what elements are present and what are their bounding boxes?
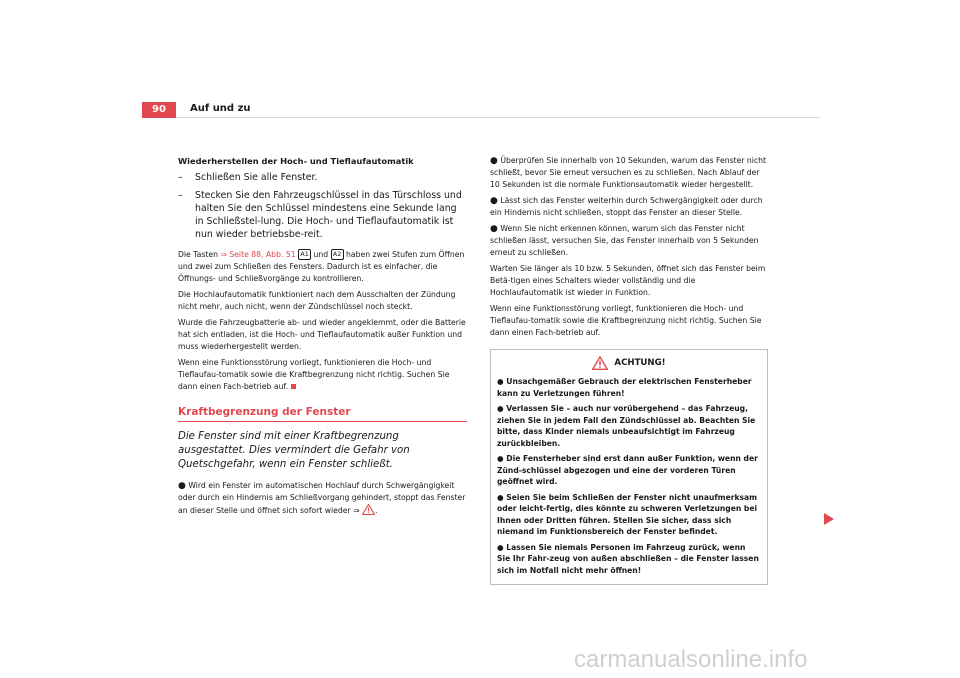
- warning-triangle-icon: [362, 504, 378, 515]
- step-text: Stecken Sie den Fahrzeugschlüssel in das Türschloss und halten Sie den Schlüssel mindestens eine Sekunde lang in Schließstel-lung. Die Hoch- und Tieflaufautomatik ist nun wieder betriebsbe-reit.: [195, 190, 462, 240]
- bullet-icon: ●: [497, 542, 504, 552]
- warning-text: Seien Sie beim Schließen der Fenster nicht unaufmerksam oder leicht-fertig, dies könnte zu schweren Verletzungen bei Ihnen oder Dritten führen. Stellen Sie sicher, dass sich niemand im Funktionsbereich der Fenster befindet.: [497, 492, 758, 536]
- warning-item: [497, 403, 761, 449]
- bullet-item: [178, 480, 467, 517]
- paragraph-text: Wenn eine Funktionsstörung vorliegt, funktionieren die Hoch- und Tieflaufau-tomatik sowie die Kraftbegrenzung nicht richtig. Suchen Sie dann einen Fach-betrieb auf.: [178, 358, 450, 391]
- bullet-item: [490, 155, 768, 191]
- warning-text: Lassen Sie niemals Personen im Fahrzeug zurück, wenn Sie Ihr Fahr-zeug von außen abschließen – die Fenster lassen sich im Notfall nicht mehr öffnen!: [497, 542, 759, 575]
- subsection-heading: Wiederherstellen der Hoch- und Tieflaufautomatik: [178, 156, 414, 166]
- bullet-text: Wenn Sie nicht erkennen können, warum sich das Fenster nicht schließen lässt, versuchen Sie, das Fenster innerhalb von 5 Sekunden erneut zu schließen.: [490, 224, 759, 257]
- bullet-icon: ●: [178, 481, 186, 491]
- bullet-item: [490, 223, 768, 259]
- paragraph-battery: Wurde die Fahrzeugbatterie ab- und wieder angeklemmt, oder die Batterie hat sich entladen, ist die Hoch- und Tieflaufautomatik außer Funktion und muss wiederhergestellt werden.: [178, 318, 466, 351]
- paragraph-ignition: Die Hochlaufautomatik funktioniert nach dem Ausschalten der Zündung nicht mehr, auch nicht, wenn der Zündschlüssel noch steckt.: [178, 290, 456, 311]
- bullet-icon: ●: [490, 224, 498, 234]
- paragraph-text: haben zwei Stufen zum Öffnen und zwei zum Schließen des Fensters. Dadurch ist es einfacher, die Öffnungs- und Schließvorgänge zu kontrollieren.: [178, 250, 465, 283]
- watermark: carmanualsonline.info: [574, 646, 808, 673]
- paragraph-text: und: [311, 250, 331, 259]
- section-intro: Die Fenster sind mit einer Kraftbegrenzung ausgestattet. Dies vermindert die Gefahr von Quetschgefahr, wenn ein Fenster schließt.: [178, 431, 410, 470]
- end-mark-icon: [291, 384, 296, 389]
- bullet-text: Lässt sich das Fenster weiterhin durch Schwergängigkeit oder durch ein Hindernis nicht schließen, stoppt das Fenster an dieser Stelle.: [490, 196, 763, 217]
- warning-text: Verlassen Sie – auch nur vorübergehend – das Fahrzeug, ziehen Sie in jedem Fall den Zündschlüssel ab. Beachten Sie bitte, dass Kinder niemals unbeaufsichtigt im Fahrzeug zurückbleiben.: [497, 404, 756, 448]
- page-title: Auf und zu: [190, 103, 251, 114]
- warning-text: Unsachgemäßer Gebrauch der elektrischen Fensterheber kann zu Verletzungen führen!: [497, 377, 752, 398]
- header-rule: [176, 117, 820, 118]
- warning-item: [497, 453, 761, 488]
- step-1: [178, 171, 467, 184]
- warning-box: [490, 349, 768, 585]
- section-heading: Kraftbegrenzung der Fenster: [178, 406, 467, 422]
- bullet-end: .: [375, 506, 378, 515]
- warning-text: Die Fensterheber sind erst dann außer Funktion, wenn der Zünd-schlüssel abgezogen und eine der vorderen Türen geöffnet wird.: [497, 454, 758, 486]
- paragraph-text: Die Tasten: [178, 250, 221, 259]
- page-number: 90: [142, 102, 176, 118]
- key-a1: A1: [298, 249, 311, 260]
- warning-item: [497, 492, 761, 538]
- bullet-item: [490, 195, 768, 219]
- reference-arrow: ⇒: [353, 506, 360, 515]
- bullet-icon: ●: [497, 377, 504, 386]
- continue-arrow-icon: [824, 513, 834, 525]
- left-column: [178, 155, 467, 521]
- warning-header: [497, 356, 761, 370]
- warning-item: [497, 376, 761, 399]
- paragraph-wait: Warten Sie länger als 10 bzw. 5 Sekunden, öffnet sich das Fenster beim Betä-tigen eines Schalters wieder vollständig und die Hochlaufautomatik ist wieder in Funktion.: [490, 264, 766, 297]
- paragraph-malfunction-right: Wenn eine Funktionsstörung vorliegt, funktionieren die Hoch- und Tieflaufau-tomatik sowie die Kraftbegrenzung nicht richtig. Suchen Sie dann einen Fach-betrieb auf.: [490, 304, 762, 337]
- step-dash: –: [178, 190, 183, 201]
- bullet-icon: ●: [490, 156, 498, 166]
- step-dash: –: [178, 172, 183, 183]
- bullet-icon: ●: [497, 404, 504, 413]
- paragraph-buttons: [178, 249, 467, 285]
- key-a2: A2: [331, 249, 344, 260]
- warning-title: ACHTUNG!: [614, 358, 666, 368]
- page-reference-link[interactable]: ⇒ Seite 88, Abb. 51: [220, 250, 296, 259]
- paragraph-malfunction: [178, 357, 467, 393]
- bullet-icon: ●: [497, 492, 504, 502]
- bullet-icon: ●: [497, 454, 504, 463]
- warning-item: [497, 542, 761, 577]
- bullet-text: Wird ein Fenster im automatischen Hochlauf durch Schwergängigkeit oder durch ein Hindernis am Schließvorgang gehindert, stoppt das Fenster an dieser Stelle und öffnet sich sofort wieder: [178, 481, 466, 515]
- step-2: [178, 189, 467, 241]
- bullet-icon: ●: [490, 196, 498, 206]
- step-text: Schließen Sie alle Fenster.: [195, 172, 318, 183]
- warning-triangle-icon: [592, 356, 608, 370]
- right-column: [490, 155, 768, 585]
- bullet-text: Überprüfen Sie innerhalb von 10 Sekunden, warum das Fenster nicht schließt, bevor Sie erneut versuchen es zu schließen. Nach Ablauf der 10 Sekunden ist die normale Funktionsautomatik wieder hergestellt.: [490, 156, 767, 189]
